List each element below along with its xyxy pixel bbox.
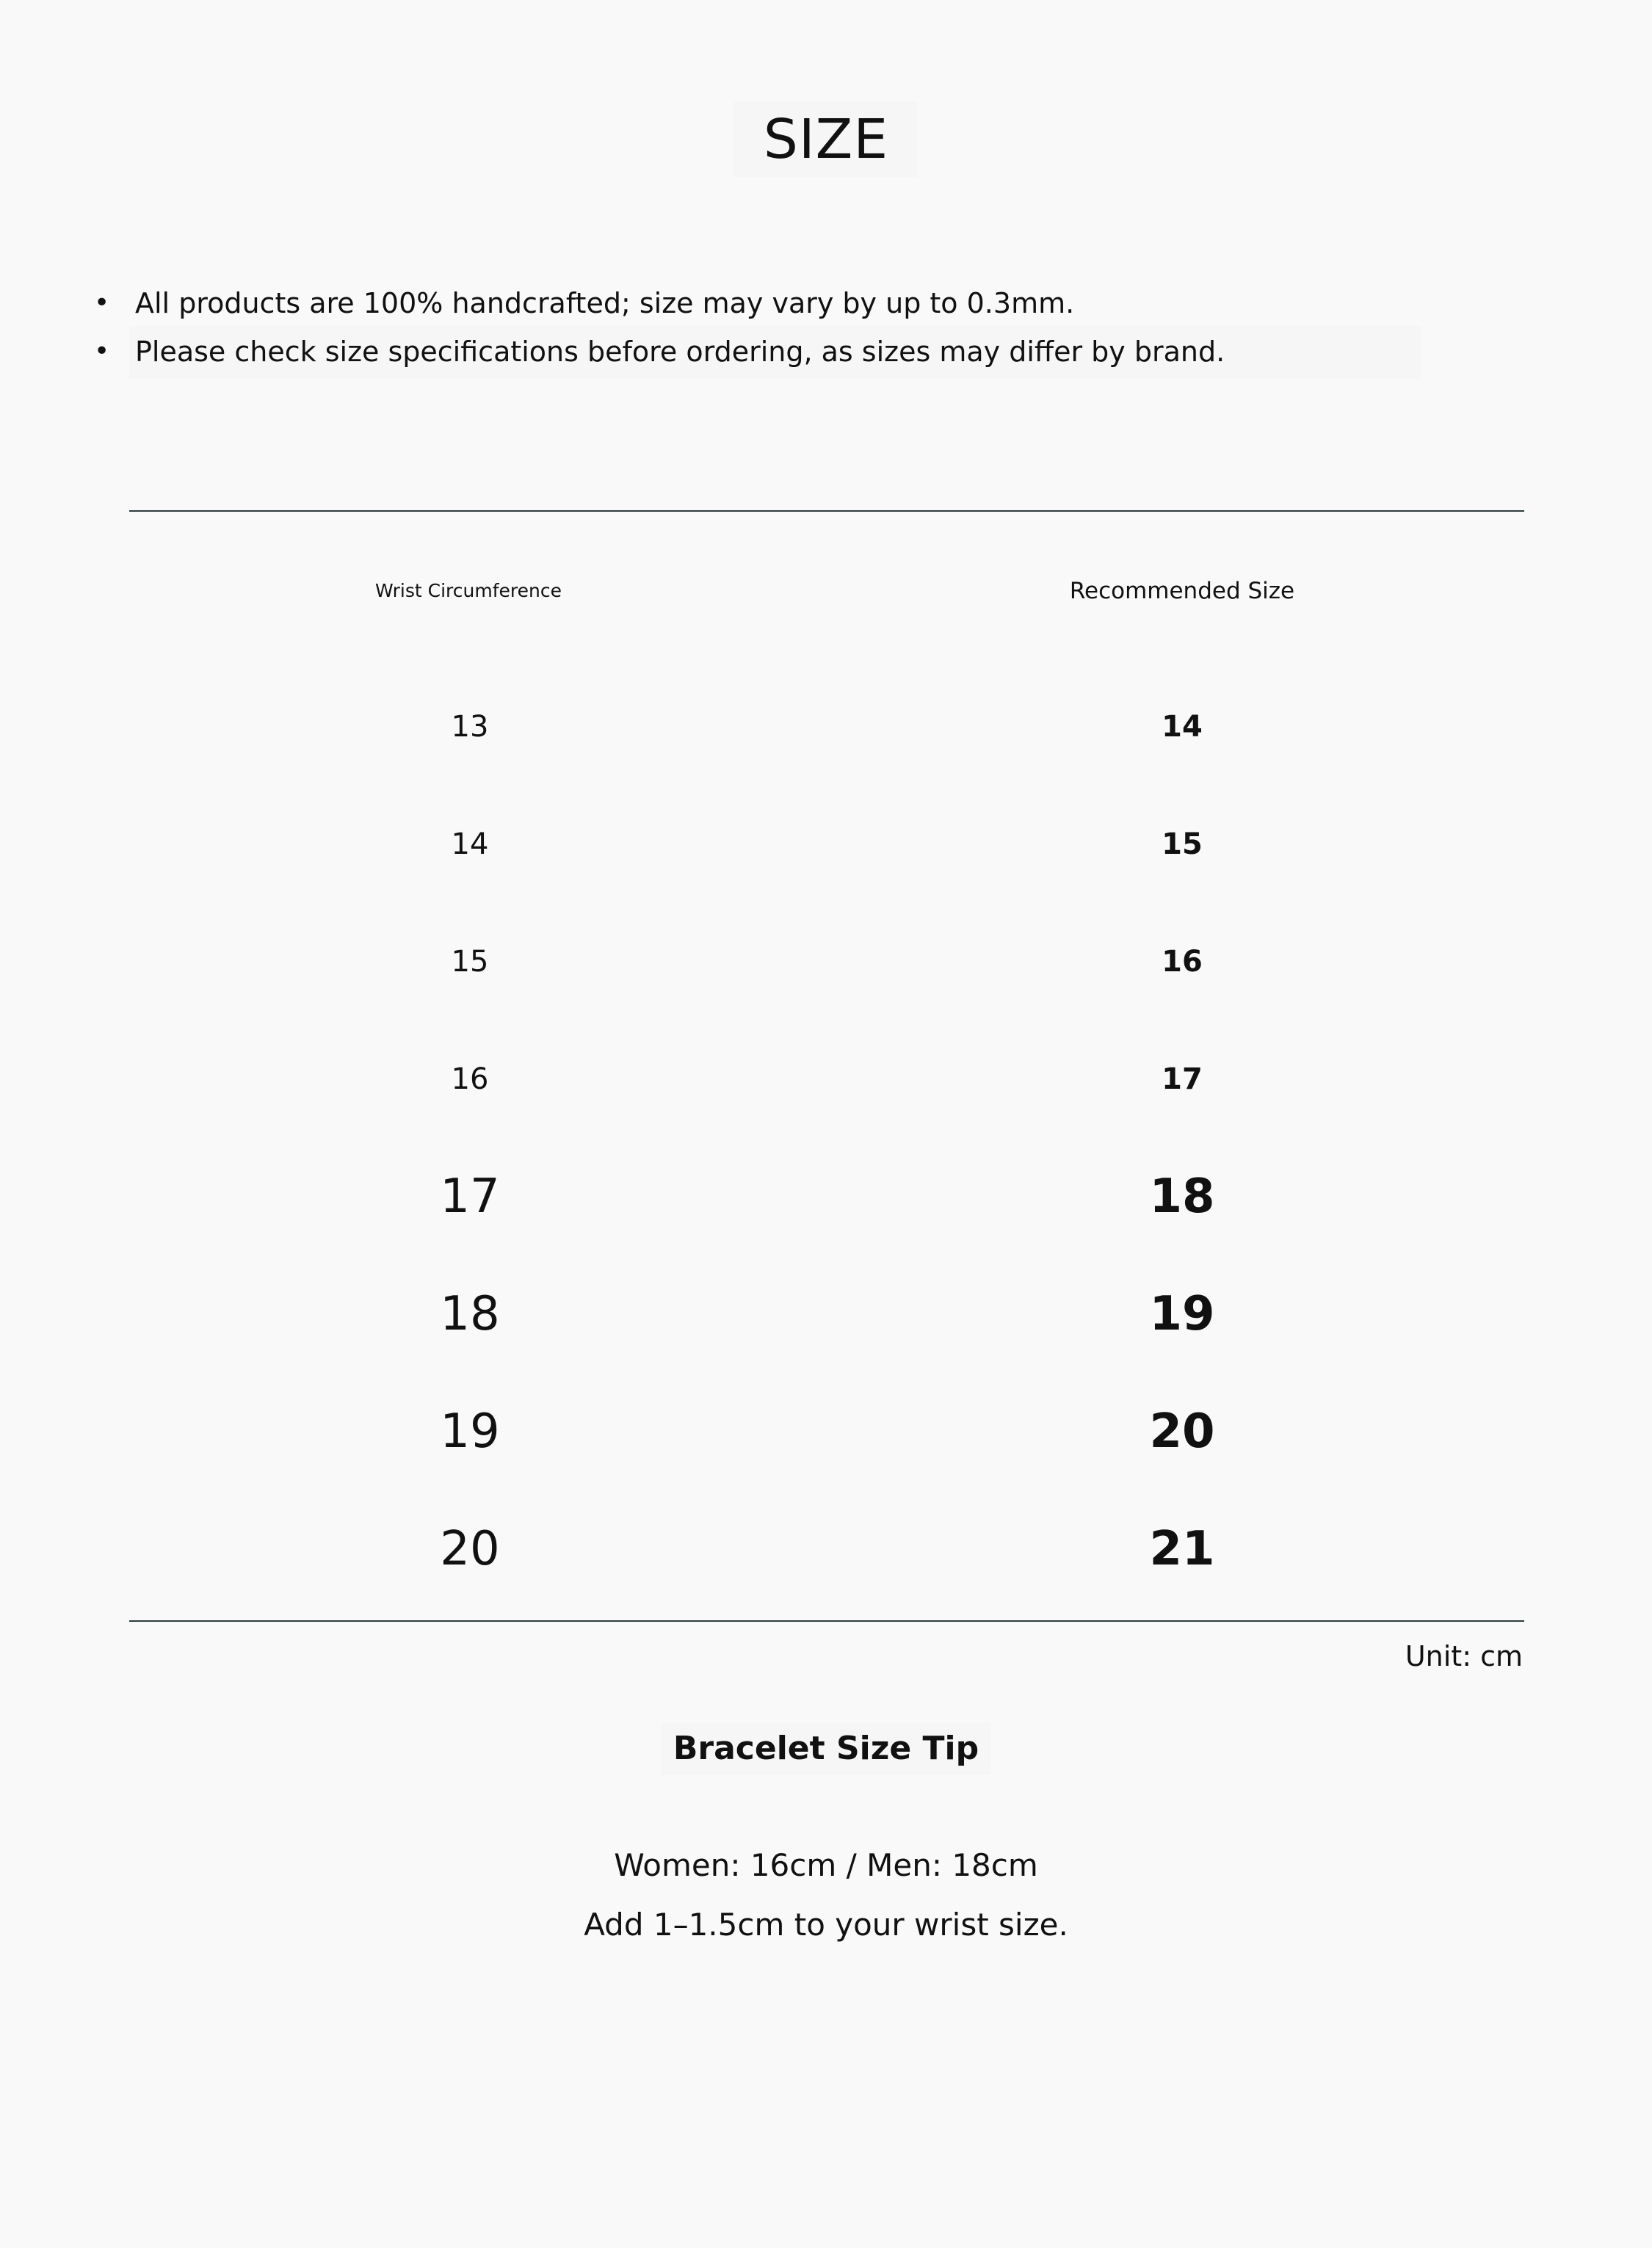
wrist-value: 18 xyxy=(440,1287,500,1341)
bullet-icon: • xyxy=(94,336,110,366)
recommended-value: 15 xyxy=(1162,827,1203,861)
note-text: Please check size specifications before ordering, as sizes may differ by brand. xyxy=(135,336,1225,368)
page-title: SIZE xyxy=(734,101,918,178)
recommended-value: 21 xyxy=(1149,1522,1215,1576)
wrist-value: 20 xyxy=(440,1522,500,1576)
tip-heading: Bracelet Size Tip xyxy=(661,1722,991,1775)
recommended-value: 19 xyxy=(1149,1287,1215,1341)
recommended-value: 14 xyxy=(1162,710,1203,744)
tip-line: Women: 16cm / Men: 18cm xyxy=(614,1847,1038,1883)
tip-line: Add 1–1.5cm to your wrist size. xyxy=(584,1907,1068,1943)
bullet-icon: • xyxy=(94,288,110,318)
column-header-wrist: Wrist Circumference xyxy=(375,580,562,601)
wrist-value: 15 xyxy=(451,945,489,979)
wrist-value: 13 xyxy=(451,710,489,744)
recommended-value: 18 xyxy=(1149,1170,1215,1224)
note-text: All products are 100% handcrafted; size may vary by up to 0.3mm. xyxy=(135,287,1075,319)
recommended-value: 20 xyxy=(1149,1404,1215,1459)
unit-label: Unit: cm xyxy=(1405,1640,1523,1672)
wrist-value: 14 xyxy=(451,827,489,861)
column-header-recommended: Recommended Size xyxy=(1069,578,1295,604)
recommended-value: 17 xyxy=(1162,1062,1203,1096)
wrist-value: 19 xyxy=(440,1404,500,1459)
wrist-value: 17 xyxy=(440,1170,500,1224)
table-bottom-divider xyxy=(129,1620,1524,1622)
recommended-value: 16 xyxy=(1162,945,1203,979)
wrist-value: 16 xyxy=(451,1062,489,1096)
